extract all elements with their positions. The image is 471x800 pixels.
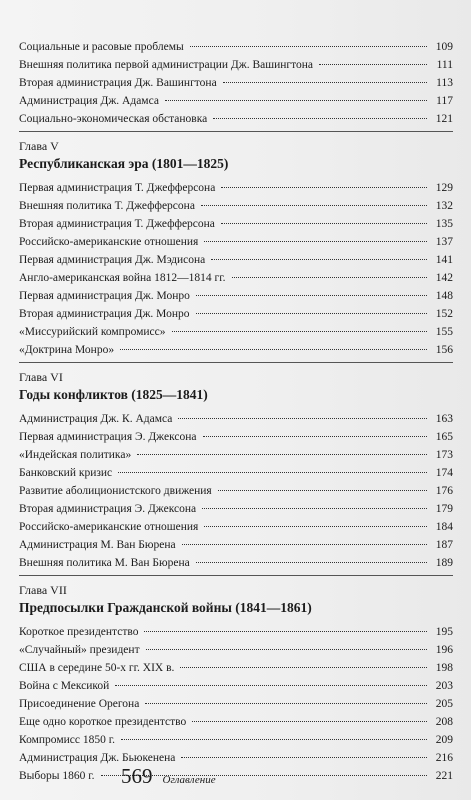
entry-page-number: 113 — [436, 77, 453, 89]
entry-page-number: 189 — [435, 557, 453, 569]
entry-title: Короткое президентство — [19, 626, 139, 638]
toc-entry — [19, 233, 453, 251]
entry-page-number: 203 — [435, 680, 453, 692]
dot-leader — [213, 118, 427, 119]
page-footer — [121, 764, 216, 789]
entry-page-number: 156 — [435, 344, 453, 356]
dot-leader — [172, 331, 427, 332]
entry-title: Выборы 1860 г. — [19, 770, 95, 782]
entry-title: Администрация М. Ван Бюрена — [19, 539, 176, 551]
entry-page-number: 221 — [435, 770, 453, 782]
toc-entry — [19, 659, 453, 677]
entry-title: Компромисс 1850 г. — [19, 734, 116, 746]
entry-page-number: 121 — [435, 113, 453, 125]
toc-entry — [19, 428, 453, 446]
entry-page-number: 152 — [435, 308, 453, 320]
dot-leader — [181, 757, 427, 758]
entry-page-number: 109 — [435, 41, 453, 53]
chapter-divider — [19, 362, 453, 363]
entry-page-number: 216 — [435, 752, 453, 764]
entry-page-number: 141 — [435, 254, 453, 266]
entry-title: Российско-американские отношения — [19, 521, 199, 533]
toc-entry — [19, 251, 453, 269]
toc-entry — [19, 287, 453, 305]
entry-title: Внешняя политика первой администрации Дж. Вашингтона — [19, 59, 313, 71]
toc-entry — [19, 749, 453, 767]
toc-entry — [19, 92, 453, 110]
entry-page-number: 137 — [435, 236, 453, 248]
entry-page-number: 205 — [435, 698, 453, 710]
toc-entry — [19, 713, 453, 731]
entry-page-number: 174 — [435, 467, 453, 479]
dot-leader — [202, 508, 427, 509]
toc-entry — [19, 695, 453, 713]
section-continuation — [19, 38, 453, 128]
dot-leader — [196, 295, 427, 296]
entry-title: Присоединение Орегона — [19, 698, 140, 710]
entry-page-number: 209 — [435, 734, 453, 746]
dot-leader — [146, 649, 427, 650]
toc-entry — [19, 215, 453, 233]
dot-leader — [192, 721, 427, 722]
entry-page-number: 195 — [435, 626, 453, 638]
entry-page-number: 111 — [436, 59, 453, 71]
entry-title: Развитие аболиционистского движения — [19, 485, 212, 497]
dot-leader — [165, 100, 427, 101]
toc-entry — [19, 341, 453, 359]
dot-leader — [145, 703, 427, 704]
entry-title: Социальные и расовые проблемы — [19, 41, 184, 53]
entry-title: Вторая администрация Дж. Монро — [19, 308, 190, 320]
entry-title: «Случайный» президент — [19, 644, 140, 656]
toc-entry — [19, 269, 453, 287]
entry-page-number: 129 — [435, 182, 453, 194]
dot-leader — [211, 259, 427, 260]
dot-leader — [232, 277, 427, 278]
entry-page-number: 142 — [435, 272, 453, 284]
entry-page-number: 179 — [435, 503, 453, 515]
dot-leader — [201, 205, 427, 206]
chapter-7 — [19, 582, 453, 785]
entry-title: Первая администрация Э. Джексона — [19, 431, 197, 443]
entry-title: Англо-американская война 1812—1814 гг. — [19, 272, 226, 284]
entry-title: Внешняя политика М. Ван Бюрена — [19, 557, 190, 569]
chapter-divider — [19, 131, 453, 132]
toc-entry — [19, 305, 453, 323]
chapter-6 — [19, 369, 453, 572]
chapter-label: Глава VII — [19, 583, 67, 597]
dot-leader — [120, 349, 427, 350]
entry-title: «Индейская политика» — [19, 449, 132, 461]
toc-entry — [19, 623, 453, 641]
entry-page-number: 198 — [435, 662, 453, 674]
entry-title: Социально-экономическая обстановка — [19, 113, 208, 125]
entry-page-number: 132 — [435, 200, 453, 212]
dot-leader — [319, 64, 427, 65]
toc-entry — [19, 197, 453, 215]
entry-title: Еще одно короткое президентство — [19, 716, 187, 728]
chapter-5 — [19, 138, 453, 359]
toc-entry — [19, 179, 453, 197]
entry-page-number: 176 — [435, 485, 453, 497]
entry-page-number: 155 — [435, 326, 453, 338]
entry-title: Администрация Дж. Бьюкенена — [19, 752, 176, 764]
chapter-heading: Годы конфликтов (1825—1841) — [19, 387, 208, 402]
entry-title: Вторая администрация Дж. Вашингтона — [19, 77, 217, 89]
toc-entry — [19, 767, 453, 785]
dot-leader — [180, 667, 427, 668]
entry-page-number: 148 — [435, 290, 453, 302]
chapter-heading: Предпосылки Гражданской войны (1841—1861) — [19, 600, 312, 615]
entry-page-number: 187 — [435, 539, 453, 551]
chapter-label: Глава VI — [19, 370, 63, 384]
entry-title: Первая администрация Т. Джефферсона — [19, 182, 216, 194]
dot-leader — [178, 418, 427, 419]
dot-leader — [204, 526, 427, 527]
entry-page-number: 173 — [435, 449, 453, 461]
dot-leader — [182, 544, 427, 545]
entry-title: Администрация Дж. К. Адамса — [19, 413, 173, 425]
dot-leader — [137, 454, 427, 455]
toc-entry — [19, 74, 453, 92]
entry-page-number: 165 — [435, 431, 453, 443]
toc-entry — [19, 446, 453, 464]
toc-entry — [19, 110, 453, 128]
entry-title: Российско-американские отношения — [19, 236, 199, 248]
dot-leader — [221, 223, 427, 224]
chapter-divider — [19, 575, 453, 576]
toc-entry — [19, 500, 453, 518]
entry-title: Первая администрация Дж. Монро — [19, 290, 190, 302]
dot-leader — [196, 313, 428, 314]
entry-title: Банковский кризис — [19, 467, 113, 479]
entry-title: Вторая администрация Т. Джефферсона — [19, 218, 215, 230]
chapter-heading: Республиканская эра (1801—1825) — [19, 156, 229, 171]
toc-entry — [19, 464, 453, 482]
toc-entry — [19, 554, 453, 572]
entry-title: Первая администрация Дж. Мэдисона — [19, 254, 206, 266]
dot-leader — [218, 490, 427, 491]
entry-page-number: 135 — [435, 218, 453, 230]
toc-entry — [19, 641, 453, 659]
dot-leader — [190, 46, 427, 47]
entry-page-number: 117 — [436, 95, 453, 107]
dot-leader — [115, 685, 427, 686]
entry-title: «Миссурийский компромисс» — [19, 326, 166, 338]
dot-leader — [144, 631, 427, 632]
entry-title: Война с Мексикой — [19, 680, 110, 692]
toc-entry — [19, 536, 453, 554]
dot-leader — [118, 472, 427, 473]
entry-page-number: 208 — [435, 716, 453, 728]
entry-title: Вторая администрация Э. Джексона — [19, 503, 197, 515]
footer-page-number: 569 — [121, 764, 153, 788]
entry-title: Администрация Дж. Адамса — [19, 95, 159, 107]
toc-entry — [19, 410, 453, 428]
dot-leader — [204, 241, 427, 242]
dot-leader — [196, 562, 427, 563]
toc-entry — [19, 731, 453, 749]
toc-entry — [19, 323, 453, 341]
dot-leader — [203, 436, 428, 437]
toc-entry — [19, 482, 453, 500]
entry-page-number: 196 — [435, 644, 453, 656]
table-of-contents — [19, 38, 453, 785]
toc-entry — [19, 56, 453, 74]
dot-leader — [121, 739, 427, 740]
footer-section-label: Оглавление — [162, 774, 216, 786]
toc-entry — [19, 518, 453, 536]
entry-title: «Доктрина Монро» — [19, 344, 115, 356]
toc-entry — [19, 677, 453, 695]
toc-entry — [19, 38, 453, 56]
entry-title: Внешняя политика Т. Джефферсона — [19, 200, 195, 212]
dot-leader — [223, 82, 427, 83]
entry-title: США в середине 50-х гг. XIX в. — [19, 662, 175, 674]
dot-leader — [221, 187, 427, 188]
entry-page-number: 163 — [435, 413, 453, 425]
chapter-label: Глава V — [19, 139, 59, 153]
entry-page-number: 184 — [435, 521, 453, 533]
